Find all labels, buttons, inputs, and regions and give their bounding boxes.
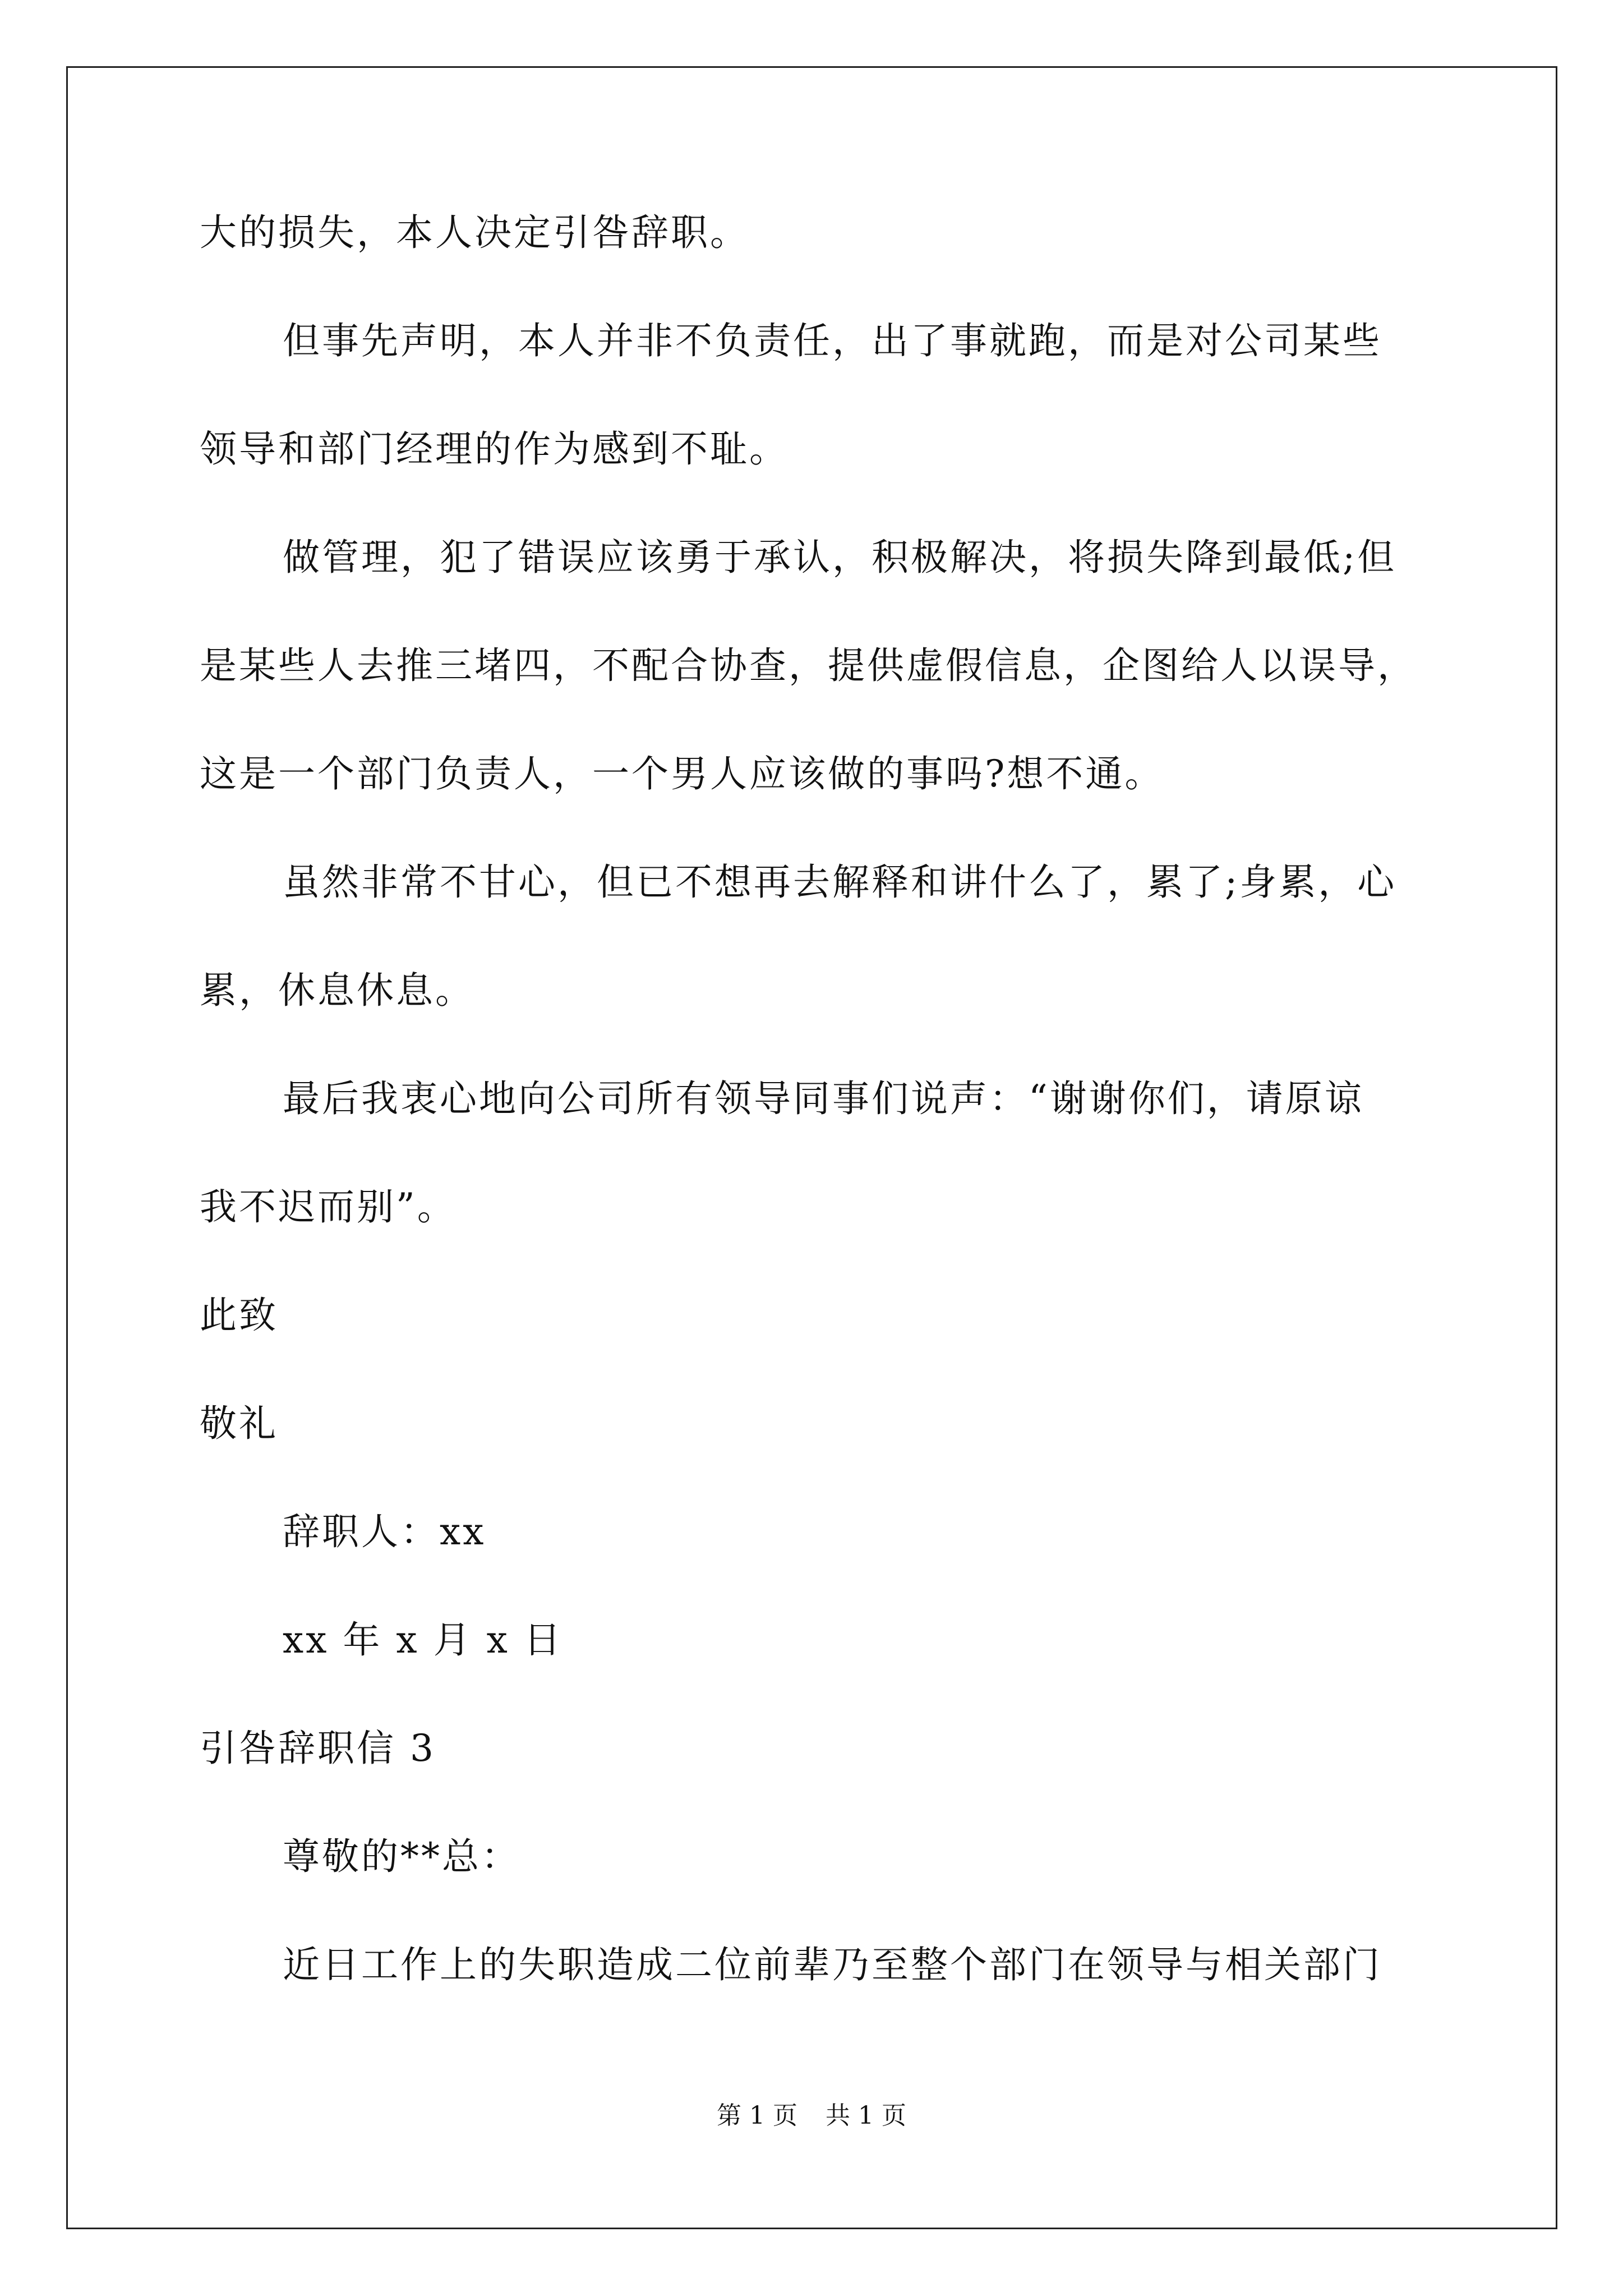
text-line: 大的损失，本人决定引咎辞职。 [200, 211, 749, 254]
salutation-line: 敬礼 [200, 1402, 278, 1445]
text-line: 领导和部门经理的作为感到不耻。 [200, 427, 789, 471]
page-number: 第 1 页 [717, 2101, 797, 2130]
text-line: 这是一个部门负责人，一个男人应该做的事吗?想不通。 [200, 752, 1164, 795]
page-total: 共 1 页 [826, 2101, 906, 2130]
paragraph-line: 虽然非常不甘心，但已不想再去解释和讲什么了，累了;身累，心 [283, 861, 1397, 904]
paragraph-line: 最后我衷心地向公司所有领导同事们说声：“谢谢你们，请原谅 [283, 1077, 1364, 1120]
paragraph-line: 近日工作上的失职造成二位前辈乃至整个部门在领导与相关部门 [283, 1943, 1382, 1986]
page-border [66, 66, 1557, 2229]
section-title: 引咎辞职信 3 [200, 1727, 436, 1770]
greeting-line: 尊敬的**总： [283, 1835, 520, 1878]
text-line: 我不迟而别”。 [200, 1185, 457, 1228]
closing-line: 此致 [200, 1294, 278, 1337]
paragraph-line: 做管理，犯了错误应该勇于承认，积极解决，将损失降到最低;但 [283, 536, 1397, 579]
page-footer [0, 2099, 1623, 2133]
text-line: 累，休息休息。 [200, 969, 474, 1012]
paragraph-line: 但事先声明，本人并非不负责任，出了事就跑，而是对公司某些 [283, 319, 1382, 362]
signature-line: 辞职人：xx [283, 1510, 486, 1553]
text-line: 是某些人去推三堵四，不配合协查，提供虚假信息，企图给人以误导， [200, 644, 1417, 687]
date-line: xx 年 x 月 x 日 [283, 1618, 563, 1662]
